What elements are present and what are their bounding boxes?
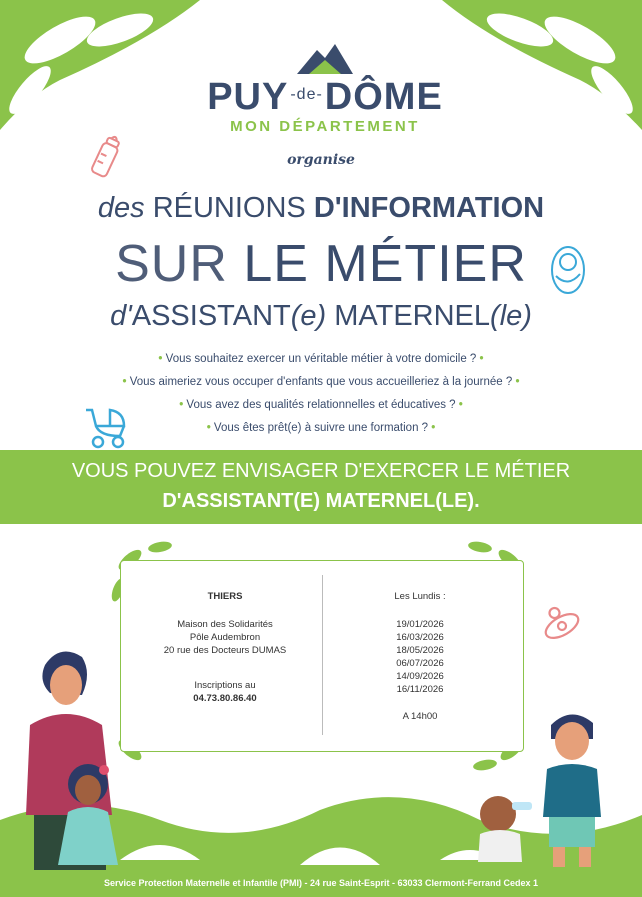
intro-text: organise (287, 152, 355, 168)
schedule-label: Les Lundis : (394, 591, 446, 602)
date-item: 18/05/2026 (396, 645, 444, 656)
banner-line-2: D'ASSISTANT(E) MATERNEL(LE). (162, 490, 480, 512)
date-item: 16/03/2026 (396, 632, 444, 643)
boy-illustration (535, 705, 610, 870)
schedule-time: A 14h00 (402, 711, 438, 722)
headline-line-1: des RÉUNIONS D'INFORMATION (97, 192, 545, 224)
footer-address: Service Protection Maternelle et Infantile (PMI) - 24 rue Saint-Esprit - 63033 Clermont-Ferrand Cedex 1 (103, 878, 539, 888)
location-column (130, 590, 320, 705)
question-item: • Vous souhaitez exercer un véritable métier à votre domicile ? • (158, 353, 484, 365)
headline-line-3: d'ASSISTANT(e) MATERNEL(le) (110, 300, 532, 332)
info-box-divider (322, 575, 323, 735)
signup-label: Inscriptions au (194, 680, 256, 691)
department-logo (180, 40, 470, 140)
date-item: 16/11/2026 (396, 684, 444, 695)
pacifier-icon (538, 604, 586, 648)
date-item: 14/09/2026 (396, 671, 444, 682)
question-list (80, 348, 562, 440)
address-line-1: Maison des Solidarités (177, 619, 273, 630)
phone-number: 04.73.80.86.40 (193, 693, 257, 704)
headline-line-2: SUR LE MÉTIER (115, 235, 527, 293)
banner-line-1: VOUS POUVEZ ENVISAGER D'EXERCER LE MÉTIER (71, 460, 571, 482)
baby-illustration (470, 790, 540, 870)
date-item: 19/01/2026 (396, 619, 444, 630)
question-item: • Vous êtes prêt(e) à suivre une formation ? • (206, 422, 436, 434)
address-line-2: Pôle Audembron (189, 632, 261, 643)
logo-subtitle: MON DÉPARTEMENT (230, 118, 420, 135)
girl-illustration (48, 760, 128, 870)
address-line-3: 20 rue des Docteurs DUMAS (163, 645, 287, 656)
schedule-column (330, 590, 510, 723)
question-item: • Vous avez des qualités relationnelles et éducatives ? • (179, 399, 463, 411)
mountain-logo-icon (295, 40, 355, 76)
date-item: 06/07/2026 (396, 658, 444, 669)
city-name: THIERS (207, 591, 243, 602)
question-item: • Vous aimeriez vous occuper d'enfants que vous accueilleriez à la journée ? • (122, 376, 520, 388)
logo-title: PUY $^{-de-}$DÔME (207, 76, 443, 118)
